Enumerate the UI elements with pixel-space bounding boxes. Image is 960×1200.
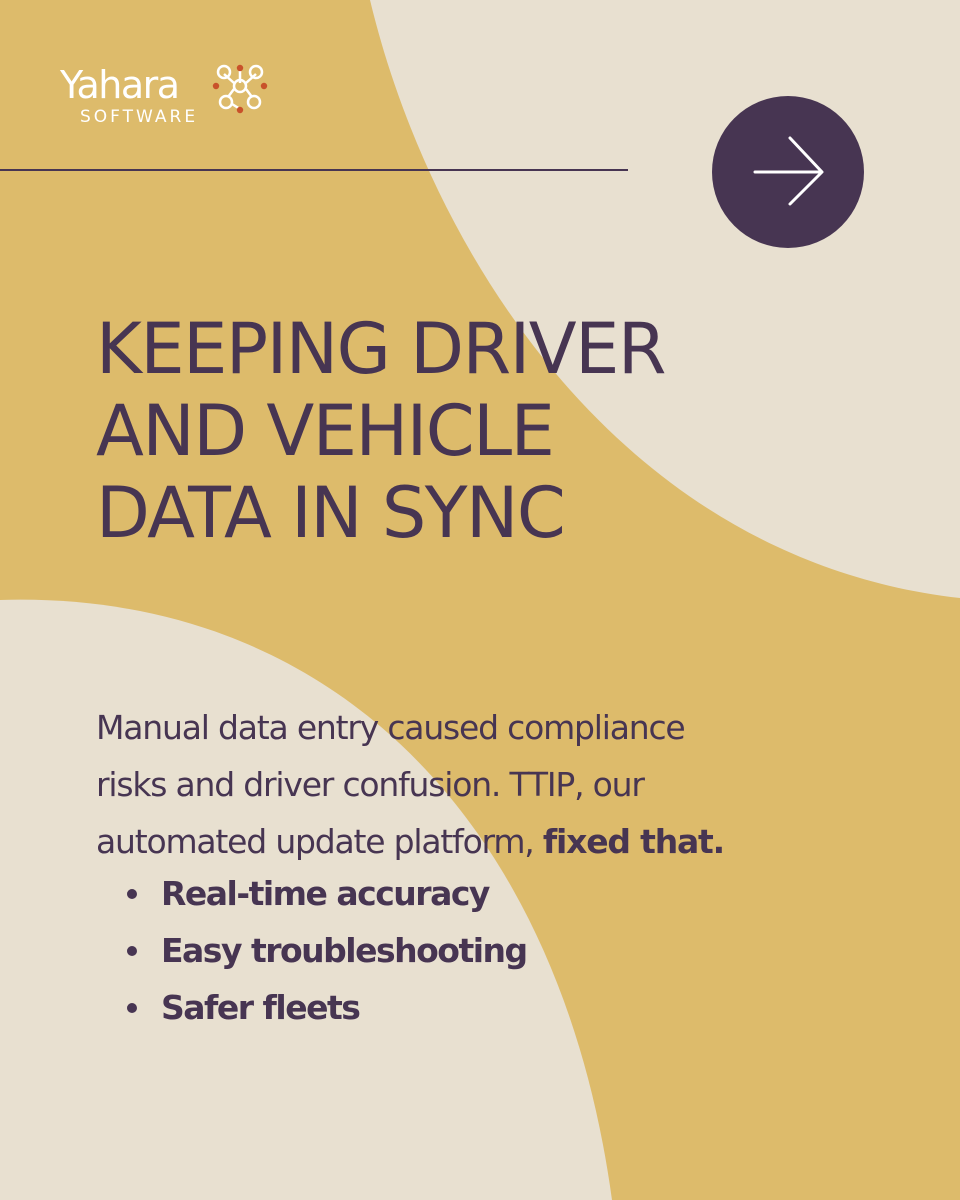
arrow-right-icon xyxy=(712,96,864,248)
headline-line-1: KEEPING DRIVER xyxy=(96,308,666,390)
headline xyxy=(96,308,856,554)
list-item-label: Easy troubleshooting xyxy=(161,931,527,970)
list-item xyxy=(96,865,527,922)
body-paragraph xyxy=(96,699,856,870)
headline-line-3: DATA IN SYNC xyxy=(96,472,565,554)
list-item-label: Real-time accuracy xyxy=(161,874,489,913)
bullet-dot xyxy=(127,889,137,899)
headline-line-2: AND VEHICLE xyxy=(96,390,554,472)
list-item-label: Safer fleets xyxy=(161,988,360,1027)
benefits-list xyxy=(96,865,527,1036)
body-line-1: Manual data entry caused compliance xyxy=(96,708,685,747)
bullet-dot xyxy=(127,946,137,956)
next-slide-button[interactable] xyxy=(712,96,864,248)
body-line-3-text: automated update platform, xyxy=(96,822,543,861)
molecule-network-icon xyxy=(212,64,268,114)
list-item xyxy=(96,979,527,1036)
logo-wordmark: Yahara xyxy=(60,63,179,107)
logo-subtitle: SOFTWARE xyxy=(80,107,199,127)
bullet-dot xyxy=(127,1003,137,1013)
body-line-3 xyxy=(96,813,856,870)
body-line-2: risks and driver confusion. TTIP, our xyxy=(96,765,644,804)
yahara-software-logo xyxy=(60,64,270,134)
horizontal-divider xyxy=(0,169,628,171)
body-emphasis: fixed that. xyxy=(542,822,724,861)
list-item xyxy=(96,922,527,979)
